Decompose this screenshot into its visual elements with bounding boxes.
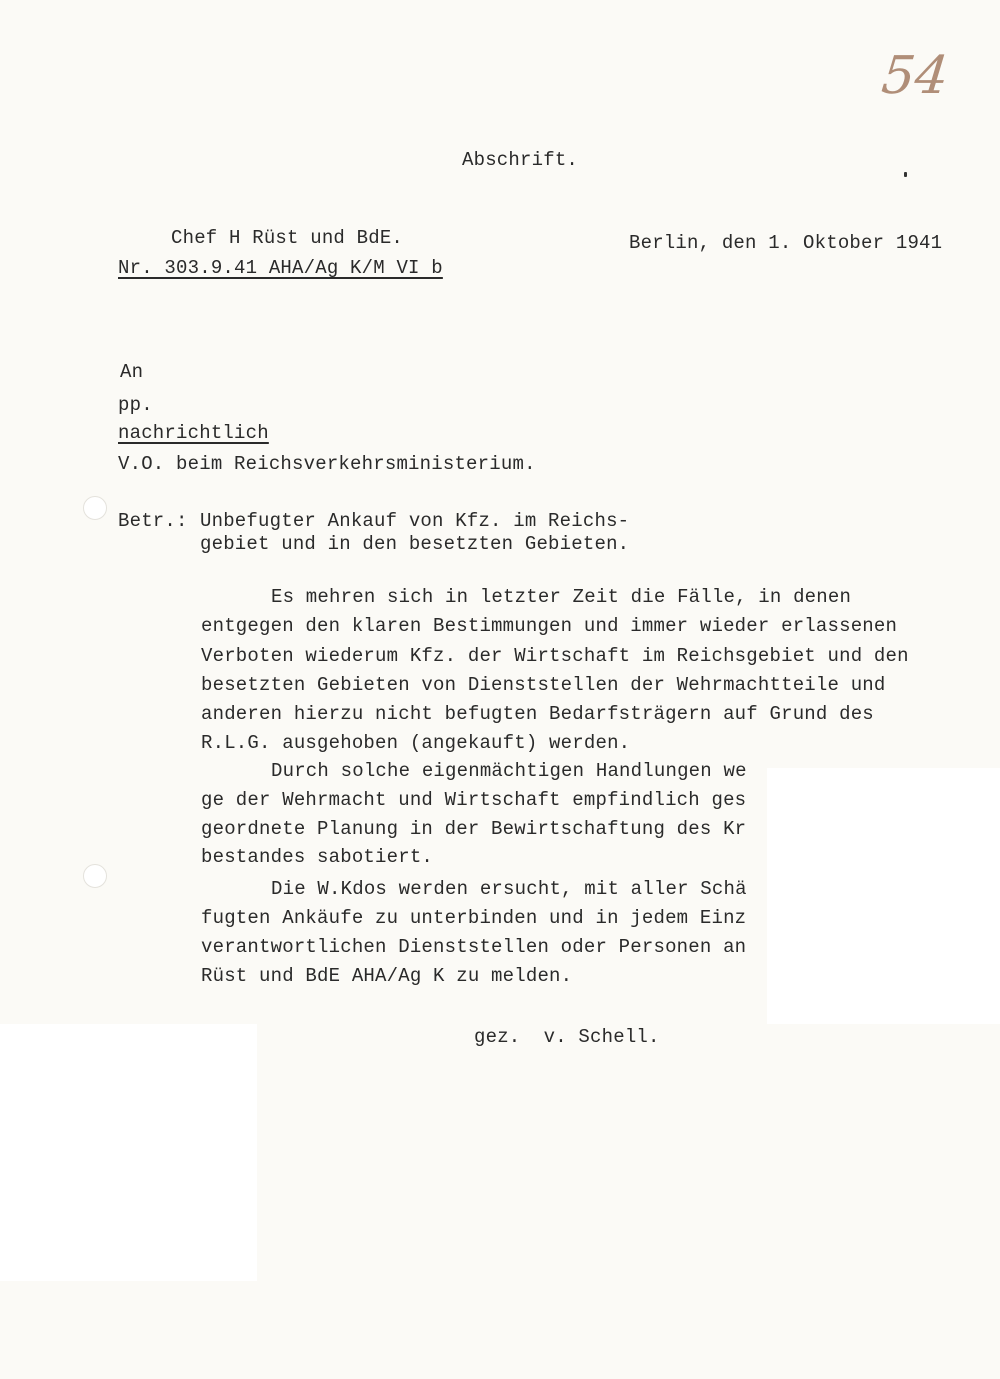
- place-date: Berlin, den 1. Oktober 1941: [629, 232, 943, 254]
- sender-line: Chef H Rüst und BdE.: [171, 227, 404, 249]
- body-line: fugten Ankäufe zu unterbinden und in jedem Einz: [201, 907, 747, 929]
- redaction-block: [0, 1024, 257, 1281]
- ink-speck: [904, 172, 907, 177]
- signature: gez. v. Schell.: [474, 1026, 660, 1048]
- body-line: R.L.G. ausgehoben (angekauft) werden.: [201, 732, 631, 754]
- body-line: Die W.Kdos werden ersucht, mit aller Schä: [271, 878, 747, 900]
- body-line: Es mehren sich in letzter Zeit die Fälle, in denen: [271, 586, 852, 608]
- body-line: Durch solche eigenmächtigen Handlungen we: [271, 760, 747, 782]
- punch-hole: [83, 496, 107, 520]
- body-line: ge der Wehrmacht und Wirtschaft empfindlich ges: [201, 789, 747, 811]
- body-line: anderen hierzu nicht befugten Bedarfsträgern auf Grund des: [201, 703, 874, 725]
- redaction-block: [767, 768, 1000, 1024]
- cc-recipient: V.O. beim Reichsverkehrsministerium.: [118, 453, 536, 475]
- body-line: geordnete Planung in der Bewirtschaftung des Kr: [201, 818, 747, 840]
- body-line: entgegen den klaren Bestimmungen und immer wieder erlassenen: [201, 615, 898, 637]
- document-heading: Abschrift.: [462, 149, 579, 171]
- subject-line: Unbefugter Ankauf von Kfz. im Reichs-: [200, 510, 630, 532]
- handwritten-page-number: 54: [878, 46, 952, 106]
- body-line: besetzten Gebieten von Dienststellen der Wehrmachtteile und: [201, 674, 886, 696]
- recipient-pp: pp.: [118, 394, 153, 416]
- body-line: verantwortlichen Dienststellen oder Personen an: [201, 936, 747, 958]
- subject-label: Betr.:: [118, 510, 188, 532]
- body-line: Verboten wiederum Kfz. der Wirtschaft im Reichsgebiet und den: [201, 645, 909, 667]
- punch-hole: [83, 864, 107, 888]
- cc-label: nachrichtlich: [118, 422, 269, 444]
- reference-number: Nr. 303.9.41 AHA/Ag K/M VI b: [118, 257, 443, 279]
- body-line: Rüst und BdE AHA/Ag K zu melden.: [201, 965, 573, 987]
- recipient-label: An: [120, 361, 144, 383]
- body-line: bestandes sabotiert.: [201, 846, 434, 868]
- subject-line: gebiet und in den besetzten Gebieten.: [200, 533, 630, 555]
